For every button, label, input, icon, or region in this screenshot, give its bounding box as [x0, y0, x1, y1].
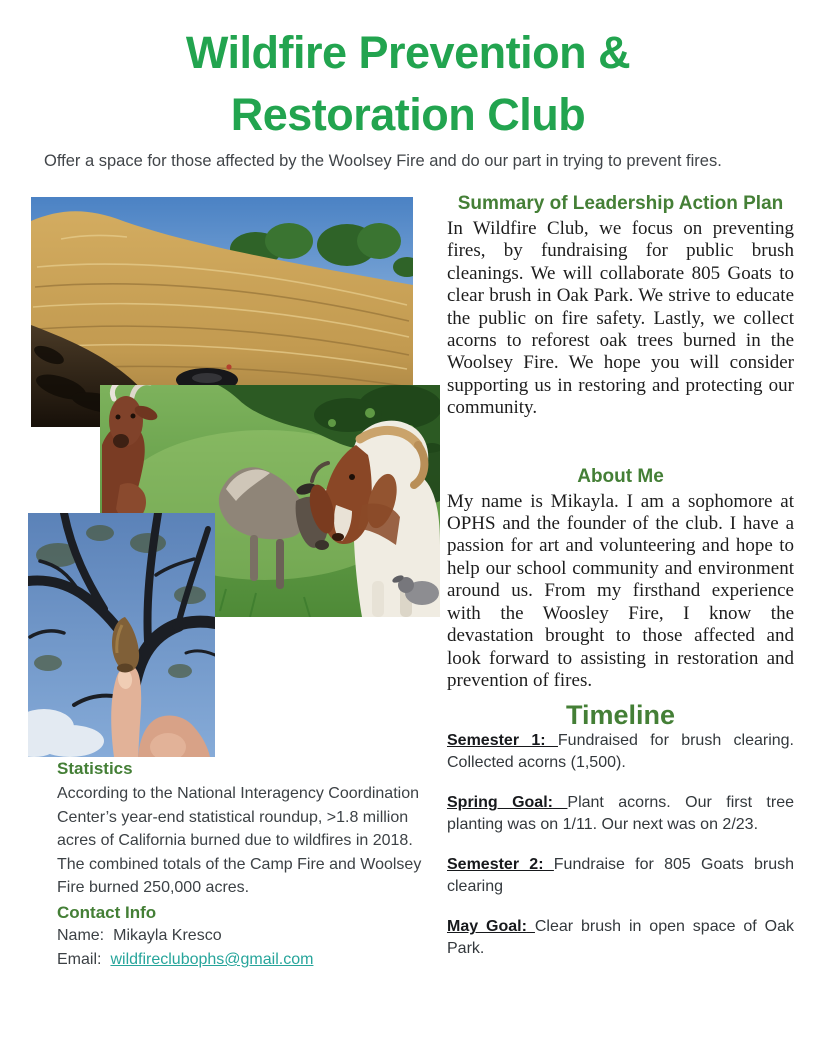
about-heading: About Me: [577, 465, 664, 487]
contact-name-line: [57, 924, 435, 949]
timeline-label: Semester 2:: [447, 856, 544, 874]
left-column: [57, 757, 435, 973]
about-body: My name is Mikayla. I am a sophomore at OPHS and the founder of the club. I have a passion for art and volunteering and hope to help our school community and environment around us. From my firsthand experience with the Woosley Fire, I know the devastation brought to those affected and look forward to assisting in restoration and prevention of fires.: [447, 490, 794, 691]
timeline-text: Clear brush in open space of Oak Park.: [447, 918, 795, 957]
timeline-item-spring-goal: [447, 792, 794, 835]
page-title-line2: Restoration Club: [230, 89, 586, 140]
contact-email-line: [57, 948, 435, 973]
contact-name-value: Mikayla Kresco: [113, 926, 222, 944]
statistics-body: According to the National Interagency Coordination Center’s year-end statistical roundup, >1.8 million acres of California burned due to wildfires in 2018. The combined totals of the Camp Fire and Woolsey Fire burned 250,000 acres.: [57, 785, 422, 896]
contact-heading: Contact Info: [57, 902, 157, 922]
contact-email-label: Email:: [57, 951, 102, 968]
statistics-heading: Statistics: [57, 759, 133, 778]
timeline-item-may-goal: [447, 916, 794, 959]
timeline-label: Spring Goal:: [447, 794, 553, 812]
timeline-heading: Timeline: [565, 700, 676, 731]
summary-heading: Summary of Leadership Action Plan: [457, 193, 784, 214]
page-title-line1: Wildfire Prevention &: [185, 27, 631, 78]
timeline-item-semester2: [447, 854, 794, 897]
page-subtitle: Offer a space for those affected by the Woolsey Fire and do our part in trying to prevent fires.: [44, 152, 722, 170]
right-column: [447, 193, 794, 978]
timeline-label: May Goal:: [447, 918, 527, 936]
timeline-item-semester1: [447, 730, 794, 773]
page-title: [0, 22, 816, 146]
acorn-illustration: [28, 513, 215, 757]
timeline-text: Fundraise for 805 Goats brush clearing: [447, 856, 794, 895]
timeline-text: Fundraised for brush clearing. Collected acorns (1,500).: [447, 732, 795, 771]
contact-email-link[interactable]: wildfireclubophs@gmail.com: [110, 951, 314, 968]
contact-name-label: Name:: [57, 926, 105, 944]
acorn-photo: [28, 513, 215, 757]
timeline-label: Semester 1:: [447, 732, 546, 750]
summary-body: In Wildfire Club, we focus on preventing fires, by fundraising for public brush cleanings. We will collaborate 805 Goats to clear brush in Oak Park. We strive to educate the public on fire safety. Lastly, we collect acorns to reforest oak trees burned in the Woolsey Fire. We hope you will consider supporting us in restoring and protecting our community.: [447, 218, 794, 419]
timeline-text: Plant acorns. Our first tree planting was on 1/11. Our next was on 2/23.: [447, 794, 794, 833]
